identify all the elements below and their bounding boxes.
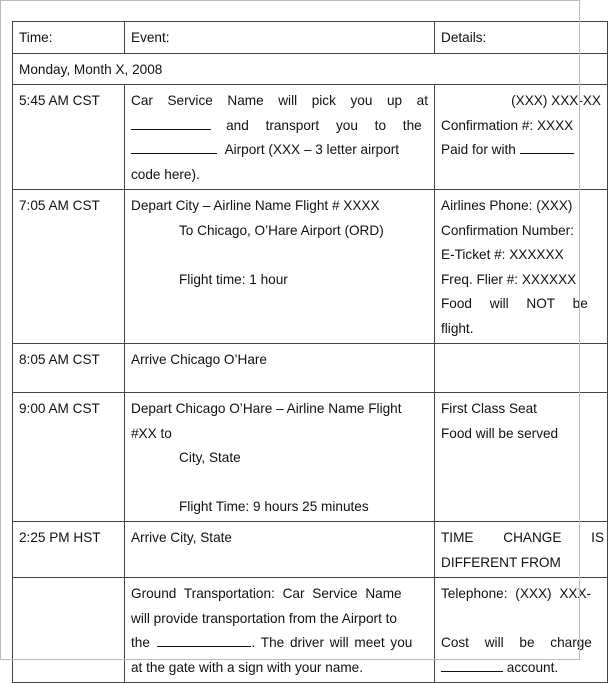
time-cell: 2:25 PM HST xyxy=(13,522,125,578)
table-row xyxy=(13,85,608,190)
header-event: Event: xyxy=(125,22,435,54)
event-cell xyxy=(125,393,435,522)
event-line: will provide transportation from the Airport to xyxy=(131,610,397,626)
event-line: #XX to xyxy=(131,425,172,441)
event-cell xyxy=(125,344,435,393)
details-cell xyxy=(435,190,608,344)
details-line: flight. xyxy=(441,320,474,336)
time-cell: 5:45 AM CST xyxy=(13,85,125,190)
event-cell xyxy=(125,522,435,578)
date-cell: Monday, Month X, 2008 xyxy=(13,53,608,85)
details-cell xyxy=(435,393,608,522)
details-line: Paid for with xyxy=(441,138,601,163)
header-details: Details: xyxy=(435,22,608,54)
event-line: and transport you to the xyxy=(131,114,428,139)
table-row xyxy=(13,393,608,522)
header-time: Time: xyxy=(13,22,125,54)
fill-in-blank xyxy=(157,632,251,647)
details-cell xyxy=(435,522,608,578)
event-line: at the gate with a sign with your name. xyxy=(131,659,363,675)
event-line: To Chicago, O’Hare Airport (ORD) xyxy=(179,222,384,238)
table-row xyxy=(13,190,608,344)
itinerary-table xyxy=(12,21,608,683)
fill-in-blank xyxy=(131,139,217,154)
details-line: Freq. Flier #: XXXXXX xyxy=(441,271,577,287)
blank-line xyxy=(131,243,428,268)
details-line: Food will be served xyxy=(441,425,559,441)
table-row xyxy=(13,344,608,393)
fill-in-blank xyxy=(441,657,503,672)
details-line: Food will NOT be xyxy=(441,296,588,311)
details-line: Cost will be charge xyxy=(441,635,592,650)
event-line: Airport (XXX – 3 letter airport xyxy=(131,138,428,163)
details-line: DIFFERENT FROM xyxy=(441,554,561,570)
details-line: Confirmation #: XXXX xyxy=(441,117,574,133)
event-line: Depart Chicago O’Hare – Airline Name Flight xyxy=(131,401,402,416)
header-row xyxy=(13,22,608,54)
time-cell: 8:05 AM CST xyxy=(13,344,125,393)
fill-in-blank xyxy=(131,115,211,130)
event-line: Arrive City, State xyxy=(131,530,232,545)
time-cell: 9:00 AM CST xyxy=(13,393,125,522)
event-line: Depart City – Airline Name Flight # XXXX xyxy=(131,198,380,213)
event-line: Flight time: 1 hour xyxy=(179,271,288,287)
event-cell xyxy=(125,85,435,190)
details-cell xyxy=(435,85,608,190)
event-line: City, State xyxy=(179,450,241,465)
details-line: Telephone: (XXX) XXX- xyxy=(441,586,592,601)
date-row xyxy=(13,53,608,85)
details-cell xyxy=(435,578,608,683)
table-row xyxy=(13,578,608,683)
details-line: Confirmation Number: xyxy=(441,222,574,238)
fill-in-blank xyxy=(520,139,574,154)
details-line: TIME CHANGE IS xyxy=(441,530,605,545)
details-cell xyxy=(435,344,608,393)
event-line: Flight Time: 9 hours 25 minutes xyxy=(179,498,369,514)
event-line: the . The driver will meet you xyxy=(131,631,428,656)
table-row xyxy=(13,522,608,578)
event-line: Arrive Chicago O’Hare xyxy=(131,352,267,367)
details-line: First Class Seat xyxy=(441,401,537,416)
details-line: E-Ticket #: XXXXXX xyxy=(441,247,564,262)
time-cell: 7:05 AM CST xyxy=(13,190,125,344)
event-line: code here). xyxy=(131,166,200,182)
blank-line xyxy=(131,471,428,495)
event-cell xyxy=(125,578,435,683)
event-cell xyxy=(125,190,435,344)
details-line: Airlines Phone: (XXX) xyxy=(441,198,573,213)
details-line: (XXX) XXX-XX xyxy=(511,93,601,108)
time-cell xyxy=(13,578,125,683)
event-line: Car Service Name will pick you up at xyxy=(131,93,428,108)
details-line: account. xyxy=(441,656,601,681)
event-line: Ground Transportation: Car Service Name xyxy=(131,586,402,601)
blank-line xyxy=(441,607,601,632)
